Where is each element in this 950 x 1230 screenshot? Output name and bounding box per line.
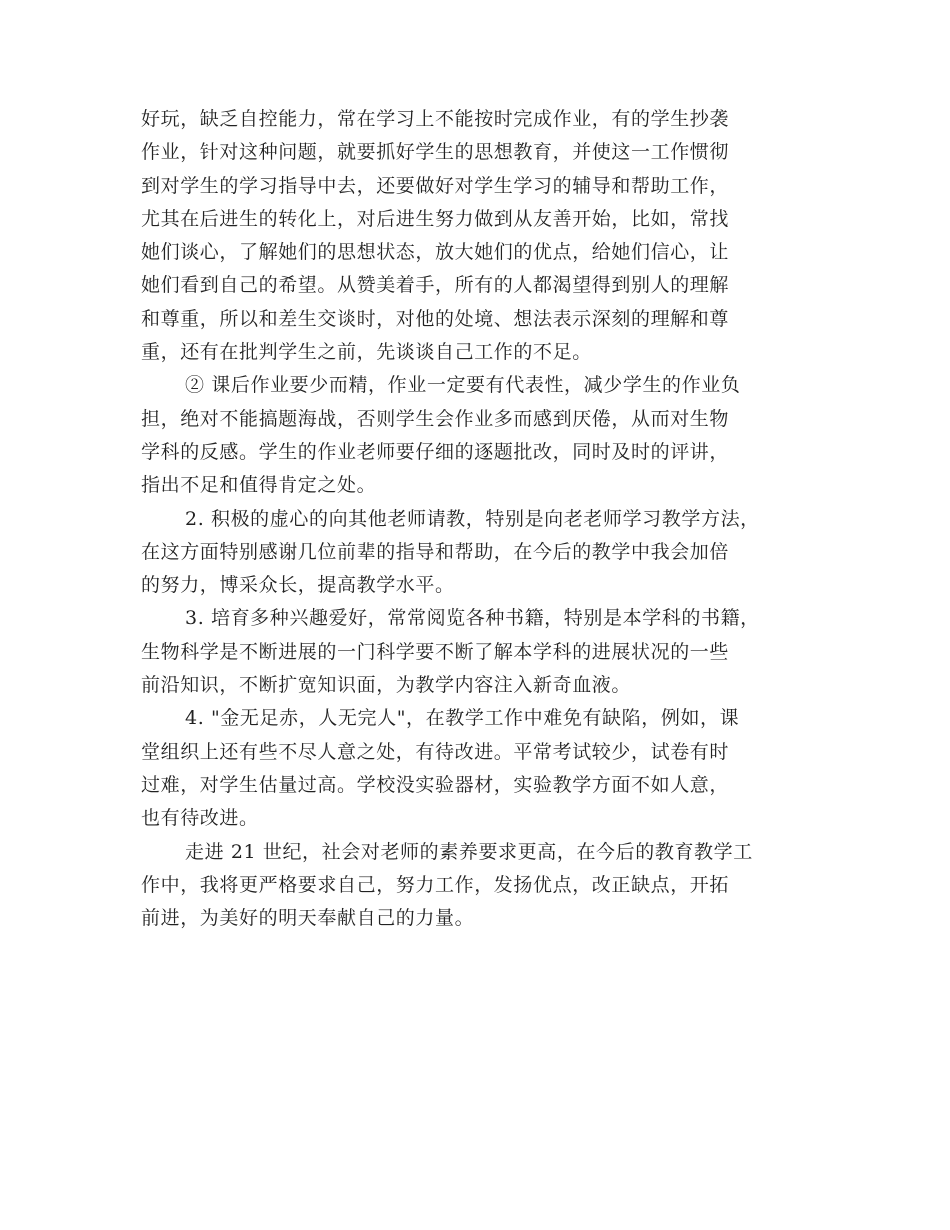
- document-body: [141, 103, 811, 935]
- text-line: 4. "金无足赤，人无完人"，在教学工作中难免有缺陷，例如，课: [185, 707, 740, 730]
- text-line: 堂组织上还有些不尽人意之处，有待改进。平常考试较少，试卷有时: [141, 740, 730, 763]
- text-line: 她们谈心，了解她们的思想状态，放大她们的优点，给她们信心，让: [141, 241, 730, 264]
- text-line: 她们看到自己的希望。从赞美着手，所有的人都渴望得到别人的理解: [141, 274, 730, 297]
- text-line: 走进 21 世纪，社会对老师的素养要求更高，在今后的教育教学工: [185, 840, 753, 863]
- text-line: 尤其在后进生的转化上，对后进生努力做到从友善开始，比如，常找: [141, 207, 730, 230]
- text-line: 和尊重，所以和差生交谈时，对他的处境、想法表示深刻的理解和尊: [141, 307, 730, 330]
- text-line: 的努力，博采众长，提高教学水平。: [141, 574, 455, 597]
- text-line: 重，还有在批判学生之前，先谈谈自己工作的不足。: [141, 341, 592, 364]
- text-line: 到对学生的学习指导中去，还要做好对学生学习的辅导和帮助工作，: [141, 174, 730, 197]
- text-line: 作中，我将更严格要求自己，努力工作，发扬优点，改正缺点，开拓: [141, 873, 730, 896]
- text-line: 学科的反感。学生的作业老师要仔细的逐题批改，同时及时的评讲，: [141, 440, 730, 463]
- text-line: 3. 培育多种兴趣爱好，常常阅览各种书籍，特别是本学科的书籍，: [185, 607, 760, 630]
- text-line: 好玩，缺乏自控能力，常在学习上不能按时完成作业，有的学生抄袭: [141, 108, 730, 130]
- paragraph-4: [141, 602, 811, 702]
- paragraph-2: [141, 369, 811, 502]
- paragraph-3: [141, 503, 811, 603]
- text-line: 担，绝对不能搞题海战，否则学生会作业多而感到厌倦，从而对生物: [141, 407, 730, 430]
- text-line: 指出不足和值得肯定之处。: [141, 474, 377, 497]
- paragraph-6: [141, 836, 811, 936]
- text-line: 2. 积极的虚心的向其他老师请教，特别是向老老师学习教学方法，: [185, 507, 760, 530]
- text-line: 前沿知识，不断扩宽知识面，为教学内容注入新奇血液。: [141, 674, 632, 697]
- paragraph-1: [141, 103, 811, 369]
- text-line: 作业，针对这种问题，就要抓好学生的思想教育，并使这一工作惯彻: [141, 141, 730, 164]
- text-line: 也有待改进。: [141, 807, 259, 830]
- text-line: 前进，为美好的明天奉献自己的力量。: [141, 907, 475, 930]
- text-line: 在这方面特别感谢几位前辈的指导和帮助，在今后的教学中我会加倍: [141, 540, 730, 563]
- text-line: ② 课后作业要少而精，作业一定要有代表性，减少学生的作业负: [185, 374, 741, 397]
- text-line: 生物科学是不断进展的一门科学要不断了解本学科的进展状况的一些: [141, 640, 730, 663]
- text-line: 过难，对学生估量过高。学校没实验器材，实验教学方面不如人意，: [141, 773, 730, 796]
- paragraph-5: [141, 702, 811, 835]
